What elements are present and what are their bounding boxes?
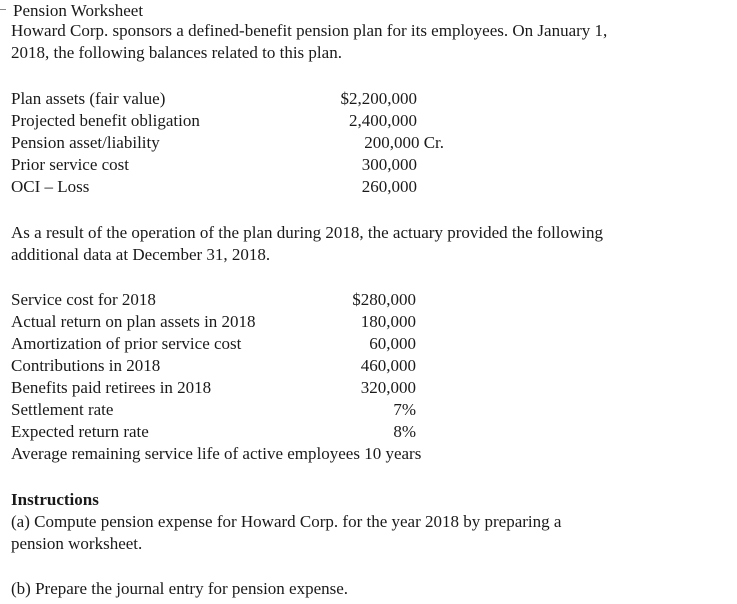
data-value: 8% (393, 422, 416, 441)
balance-value: 260,000 (361, 177, 417, 196)
instruction-a-line-2: pension worksheet. (11, 534, 143, 553)
left-margin-mark (0, 9, 6, 10)
data-label: Service cost for 2018 (11, 290, 156, 309)
middle-line-2: additional data at December 31, 2018. (11, 245, 271, 264)
data-value: $280,000 (352, 290, 416, 309)
data-value: 60,000 (369, 334, 416, 353)
balance-label: Plan assets (fair value) (11, 89, 166, 108)
balance-label: Projected benefit obligation (11, 111, 200, 130)
data-value: 320,000 (360, 378, 416, 397)
data-label: Expected return rate (11, 422, 149, 441)
intro-line-1: Howard Corp. sponsors a defined-benefit pension plan for its employees. On January 1, (11, 21, 608, 40)
data-value: 180,000 (360, 312, 416, 331)
balance-label: Prior service cost (11, 155, 130, 174)
instruction-a-line-1: (a) Compute pension expense for Howard Corp. for the year 2018 by preparing a (11, 512, 562, 531)
balance-value: 200,000 Cr. (364, 133, 444, 152)
intro-line-2: 2018, the following balances related to this plan. (11, 43, 342, 62)
data-label: Contributions in 2018 (11, 356, 161, 375)
balance-label: OCI – Loss (11, 177, 90, 196)
instruction-b: (b) Prepare the journal entry for pension expense. (11, 579, 349, 598)
page-title: Pension Worksheet (13, 1, 144, 20)
middle-line-1: As a result of the operation of the plan during 2018, the actuary provided the following (11, 223, 604, 242)
data-value: 460,000 (360, 356, 416, 375)
data-value: 7% (393, 400, 416, 419)
balance-label: Pension asset/liability (11, 133, 160, 152)
balance-value: 2,400,000 (349, 111, 417, 130)
data-label: Benefits paid retirees in 2018 (11, 378, 212, 397)
balance-value: 300,000 (361, 155, 417, 174)
data-label: Settlement rate (11, 400, 114, 419)
data-label: Actual return on plan assets in 2018 (11, 312, 256, 331)
instructions-heading: Instructions (11, 490, 99, 509)
service-life-line: Average remaining service life of active employees 10 years (11, 444, 422, 463)
data-label: Amortization of prior service cost (11, 334, 242, 353)
balance-value: $2,200,000 (340, 89, 417, 108)
